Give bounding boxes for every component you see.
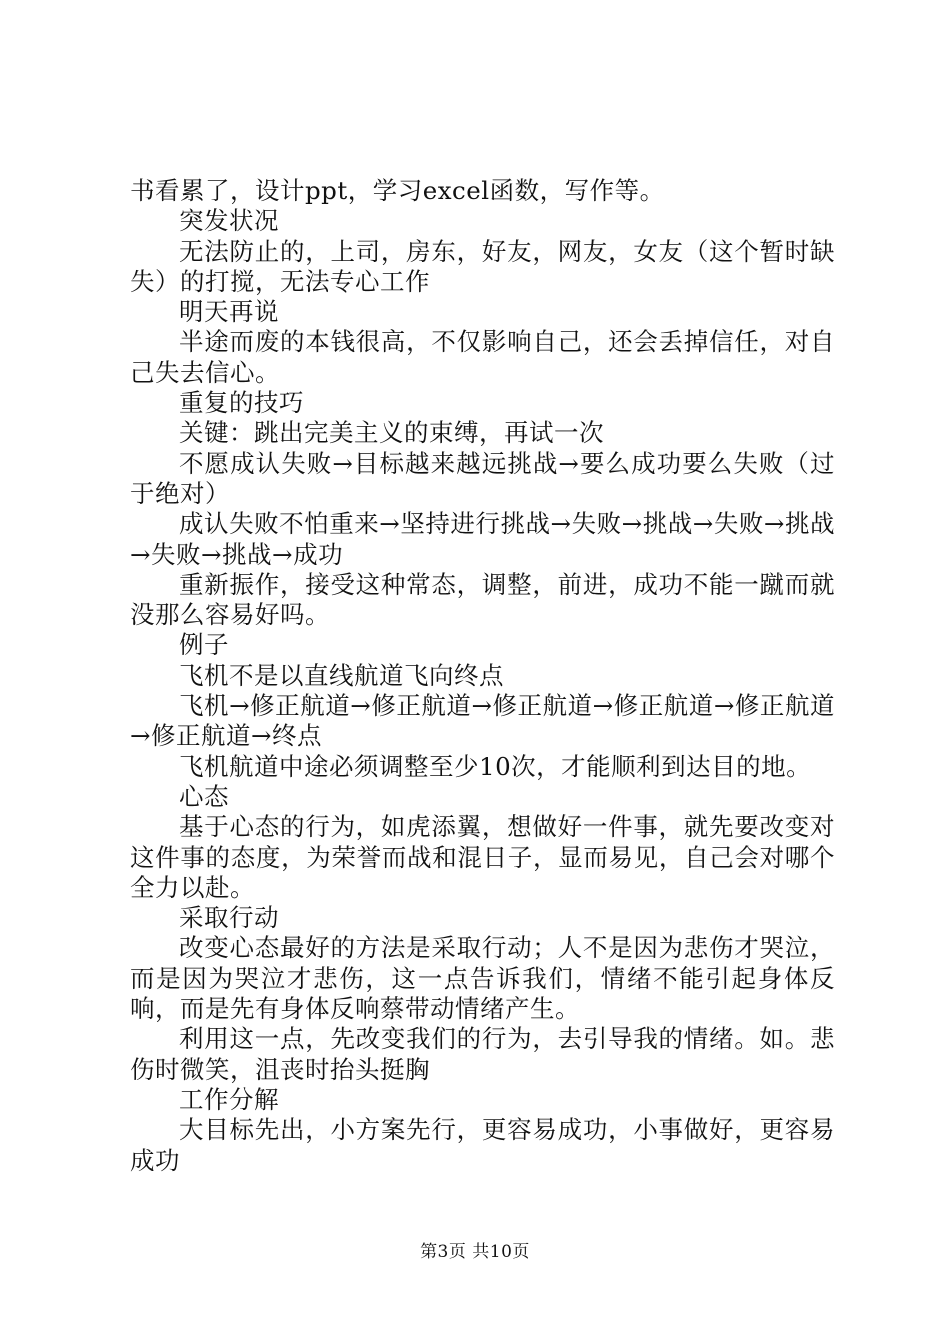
- document-body: [130, 176, 835, 1176]
- paragraph: 飞机→修正航道→修正航道→修正航道→修正航道→修正航道→修正航道→终点: [130, 691, 835, 751]
- heading-sudden-situation: 突发状况: [179, 206, 279, 236]
- paragraph-continued: 书看累了，设计ppt，学习excel函数，写作等。: [130, 176, 665, 205]
- paragraph: 无法防止的，上司，房东，好友，网友，女友（这个暂时缺失）的打搅，无法专心工作: [130, 236, 835, 296]
- heading-tomorrow: 明天再说: [179, 297, 279, 327]
- heading-work-breakdown: 工作分解: [179, 1084, 279, 1114]
- heading-example: 例子: [179, 630, 229, 660]
- paragraph: 不愿成认失败→目标越来越远挑战→要么成功要么失败（过于绝对）: [130, 448, 835, 508]
- paragraph: 基于心态的行为，如虎添翼，想做好一件事，就先要改变对这件事的态度，为荣誉而战和混日子，显而易见，自己会对哪个全力以赴。: [130, 812, 835, 902]
- paragraph: 大目标先出，小方案先行，更容易成功，小事做好，更容易成功: [130, 1115, 835, 1175]
- paragraph: 成认失败不怕重来→坚持进行挑战→失败→挑战→失败→挑战→失败→挑战→成功: [130, 509, 835, 569]
- paragraph: 重新振作，接受这种常态，调整，前进，成功不能一蹴而就没那么容易好吗。: [130, 569, 835, 630]
- heading-take-action: 采取行动: [179, 903, 279, 933]
- paragraph: 飞机不是以直线航道飞向终点: [179, 660, 504, 690]
- paragraph: 半途而废的本钱很高，不仅影响自己，还会丢掉信任，对自己失去信心。: [130, 327, 835, 387]
- paragraph: 改变心态最好的方法是采取行动；人不是因为悲伤才哭泣，而是因为哭泣才悲伤，这一点告诉我们，情绪不能引起身体反响，而是先有身体反响蔡带动情绪产生。: [130, 933, 835, 1024]
- heading-mindset: 心态: [179, 781, 229, 811]
- page-number-footer: 第3页 共10页: [420, 1242, 530, 1262]
- paragraph: 关键：跳出完美主义的束缚，再试一次: [179, 418, 604, 448]
- paragraph: 飞机航道中途必须调整至少10次，才能顺利到达目的地。: [179, 751, 812, 781]
- paragraph: 利用这一点，先改变我们的行为，去引导我的情绪。如。悲伤时微笑，沮丧时抬头挺胸: [130, 1024, 835, 1084]
- heading-repetition-skill: 重复的技巧: [179, 388, 304, 418]
